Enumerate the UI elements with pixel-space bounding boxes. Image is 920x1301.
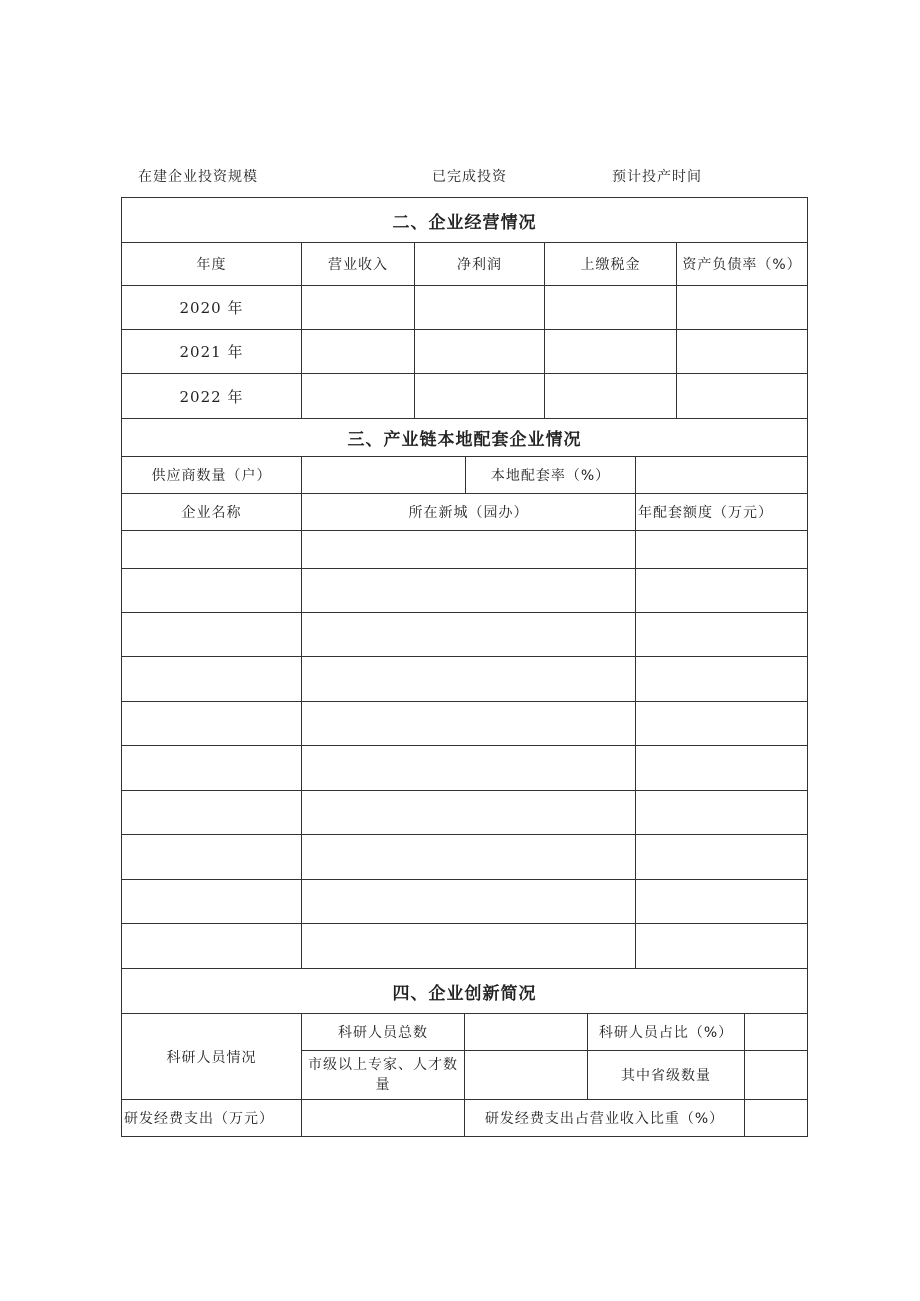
researcher-total-label: 科研人员总数 [301, 1013, 465, 1051]
net-profit-2022-field[interactable] [414, 373, 545, 419]
new-city-field[interactable] [301, 530, 636, 569]
new-city-field[interactable] [301, 879, 636, 924]
new-city-field[interactable] [301, 612, 636, 657]
col-company-name-header: 企业名称 [121, 493, 302, 531]
tax-2021-field[interactable] [544, 329, 677, 374]
annual-amount-field[interactable] [635, 834, 808, 880]
revenue-2021-field[interactable] [301, 329, 415, 374]
year-2021-label: 2021 年 [121, 329, 302, 374]
section3-title: 三、产业链本地配套企业情况 [121, 418, 808, 457]
year-2022-label: 2022 年 [121, 373, 302, 419]
col-net-profit-header: 净利润 [414, 242, 545, 286]
year-2020-label: 2020 年 [121, 285, 302, 330]
supplier-count-label: 供应商数量（户） [121, 456, 302, 494]
revenue-2020-field[interactable] [301, 285, 415, 330]
rd-expense-label: 研发经费支出（万元） [121, 1099, 302, 1137]
experts-count-field[interactable] [464, 1050, 588, 1100]
header-line [0, 164, 920, 188]
rd-expense-field[interactable] [301, 1099, 465, 1137]
new-city-field[interactable] [301, 923, 636, 969]
col-tax-header: 上缴税金 [544, 242, 677, 286]
col-annual-amount-header: 年配套额度（万元） [635, 493, 808, 531]
completed-investment-label: 已完成投资 [432, 169, 507, 185]
revenue-2022-field[interactable] [301, 373, 415, 419]
local-rate-label: 本地配套率（%） [465, 456, 636, 494]
company-name-field[interactable] [121, 656, 302, 702]
annual-amount-field[interactable] [635, 568, 808, 613]
company-name-field[interactable] [121, 530, 302, 569]
debt-ratio-2022-field[interactable] [676, 373, 808, 419]
company-name-field[interactable] [121, 701, 302, 746]
section2-title: 二、企业经营情况 [121, 197, 808, 243]
net-profit-2020-field[interactable] [414, 285, 545, 330]
investment-scale-label: 在建企业投资规模 [138, 169, 258, 185]
col-revenue-header: 营业收入 [301, 242, 415, 286]
company-name-field[interactable] [121, 568, 302, 613]
company-name-field[interactable] [121, 879, 302, 924]
annual-amount-field[interactable] [635, 790, 808, 835]
experts-count-label: 市级以上专家、人才数量 [301, 1050, 465, 1100]
rd-ratio-label: 研发经费支出占营业收入比重（%） [464, 1099, 745, 1137]
provincial-count-field[interactable] [744, 1050, 808, 1100]
new-city-field[interactable] [301, 834, 636, 880]
col-debt-ratio-header: 资产负债率（%） [676, 242, 808, 286]
debt-ratio-2021-field[interactable] [676, 329, 808, 374]
new-city-field[interactable] [301, 701, 636, 746]
researcher-ratio-field[interactable] [744, 1013, 808, 1051]
company-name-field[interactable] [121, 612, 302, 657]
annual-amount-field[interactable] [635, 656, 808, 702]
tax-2022-field[interactable] [544, 373, 677, 419]
annual-amount-field[interactable] [635, 923, 808, 969]
company-name-field[interactable] [121, 834, 302, 880]
tax-2020-field[interactable] [544, 285, 677, 330]
annual-amount-field[interactable] [635, 879, 808, 924]
new-city-field[interactable] [301, 745, 636, 791]
section4-title: 四、企业创新简况 [121, 968, 808, 1014]
supplier-count-field[interactable] [301, 456, 466, 494]
net-profit-2021-field[interactable] [414, 329, 545, 374]
company-name-field[interactable] [121, 745, 302, 791]
col-year-header: 年度 [121, 242, 302, 286]
debt-ratio-2020-field[interactable] [676, 285, 808, 330]
new-city-field[interactable] [301, 790, 636, 835]
new-city-field[interactable] [301, 656, 636, 702]
annual-amount-field[interactable] [635, 530, 808, 569]
company-name-field[interactable] [121, 790, 302, 835]
col-new-city-header: 所在新城（园办） [301, 493, 636, 531]
expected-production-time-label: 预计投产时间 [612, 169, 702, 185]
researcher-status-label: 科研人员情况 [121, 1013, 302, 1100]
annual-amount-field[interactable] [635, 701, 808, 746]
annual-amount-field[interactable] [635, 612, 808, 657]
rd-ratio-field[interactable] [744, 1099, 808, 1137]
researcher-ratio-label: 科研人员占比（%） [587, 1013, 745, 1051]
enterprise-form-table [121, 197, 808, 1137]
provincial-count-label: 其中省级数量 [587, 1050, 745, 1100]
annual-amount-field[interactable] [635, 745, 808, 791]
researcher-total-field[interactable] [464, 1013, 588, 1051]
local-rate-field[interactable] [635, 456, 808, 494]
company-name-field[interactable] [121, 923, 302, 969]
new-city-field[interactable] [301, 568, 636, 613]
